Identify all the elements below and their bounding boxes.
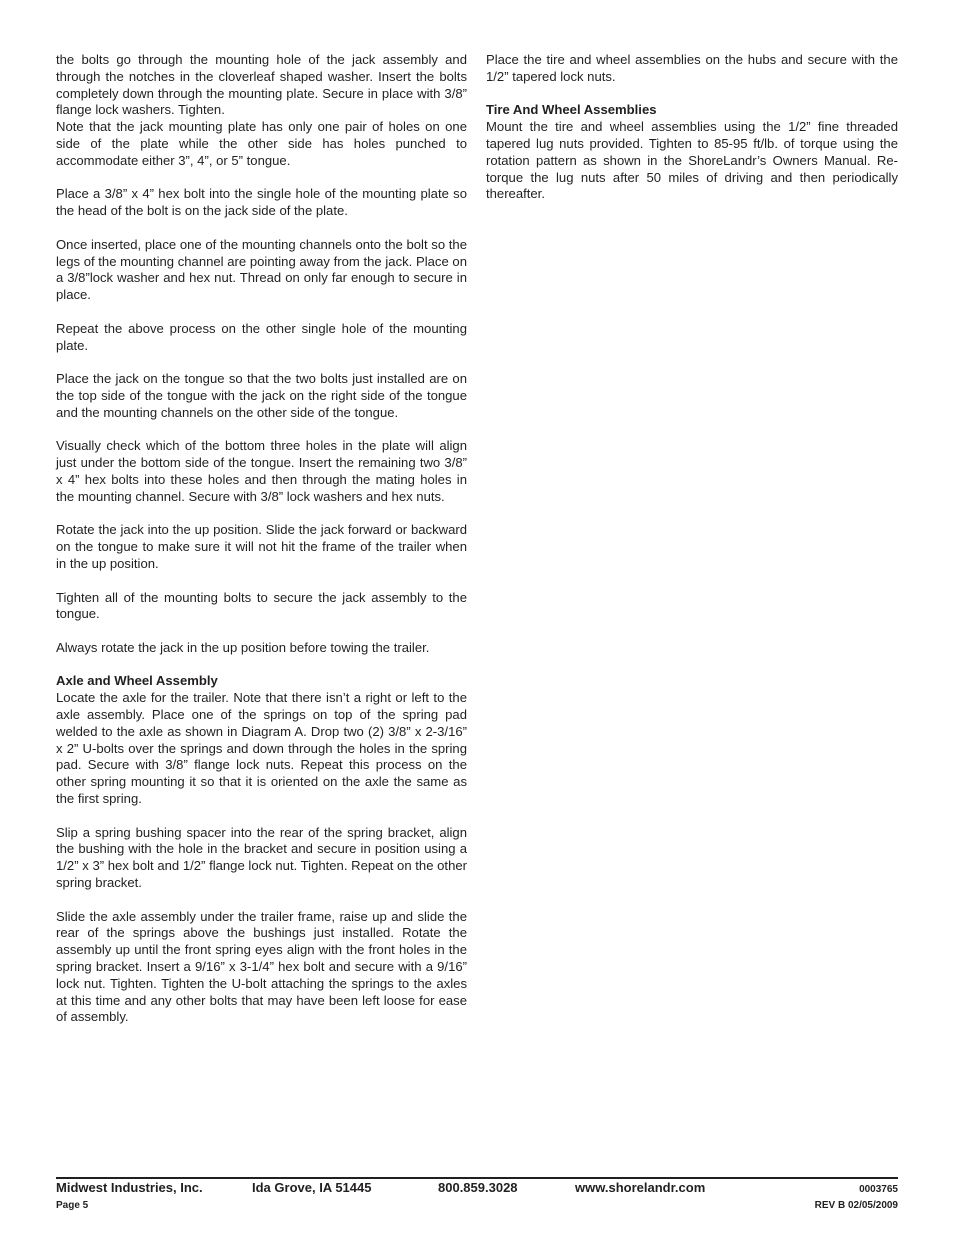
footer-revision: REV B 02/05/2009 <box>814 1200 898 1211</box>
paragraph: the bolts go through the mounting hole of the jack assembly and through the notches in the cloverleaf shaped washer. Insert the bolts completely down through the mounting plate. Secure in place with 3/8” flange lock washers. Tighten. <box>56 52 467 118</box>
paragraph: Repeat the above process on the other single hole of the mounting plate. <box>56 320 467 353</box>
paragraph: Always rotate the jack in the up position before towing the trailer. <box>56 639 430 655</box>
section-heading-axle: Axle and Wheel Assembly <box>56 673 218 689</box>
paragraph: Note that the jack mounting plate has only one pair of holes on one side of the plate while the other side has holes punched to accommodate either 3”, 4”, or 5” tongue. <box>56 119 467 168</box>
footer-page-number: Page 5 <box>56 1200 89 1211</box>
paragraph: Rotate the jack into the up position. Slide the jack forward or backward on the tongue to make sure it will not hit the frame of the trailer when in the up position. <box>56 522 467 571</box>
left-column <box>56 52 467 1043</box>
paragraph: Slide the axle assembly under the trailer frame, raise up and slide the rear of the springs above the bushings just installed. Rotate the assembly up until the front spring eyes align with the front holes in the spring bracket. Insert a 9/16” x 3-1/4” hex bolt and secure with a 9/16” lock nut. Tighten. Tighten the U-bolt attaching the springs to the axles at this time and any other bolts that may have been left loose for ease of assembly. <box>56 908 467 1025</box>
paragraph: Slip a spring bushing spacer into the rear of the spring bracket, align the bushing with the hole in the bracket and secure in position using a 1/2” x 3” hex bolt and 1/2” flange lock nut. Tighten. Repeat on the other spring bracket. <box>56 824 467 891</box>
paragraph: Place the jack on the tongue so that the two bolts just installed are on the top side of the tongue with the jack on the right side of the tongue and the mounting channels on the other side of the tongue. <box>56 371 467 420</box>
paragraph: Locate the axle for the trailer. Note that there isn’t a right or left to the axle assembly. Place one of the springs on top of the spring pad welded to the axle as shown in Diagram A. Drop two (2) 3/8” x 2-3/16” x 2” U-bolts over the springs and down through the holes in the spring pad. Secure with 3/8” flange lock nuts. Repeat this process on the other spring mounting it so that it is oriented on the axle the same as the first spring. <box>56 690 467 807</box>
footer-divider <box>56 1177 898 1179</box>
paragraph: Place a 3/8” x 4” hex bolt into the single hole of the mounting plate so the head of the bolt is on the jack side of the plate. <box>56 186 467 219</box>
footer-website: www.shorelandr.com <box>575 1180 706 1195</box>
section-heading-tire: Tire And Wheel Assemblies <box>486 102 657 118</box>
footer-city: Ida Grove, IA 51445 <box>252 1180 372 1195</box>
paragraph: Place the tire and wheel assemblies on the hubs and secure with the 1/2” tapered lock nuts. <box>486 52 898 84</box>
footer-part-number: 0003765 <box>859 1184 898 1195</box>
right-column <box>486 52 898 220</box>
paragraph: Tighten all of the mounting bolts to secure the jack assembly to the tongue. <box>56 589 467 622</box>
paragraph: Mount the tire and wheel assemblies using the 1/2” fine threaded tapered lug nuts provided. Tighten to 85-95 ft/lb. of torque using the rotation pattern as shown in the ShoreLandr’s Owners Manual. Re-torque the lug nuts after 50 miles of driving and then periodically thereafter. <box>486 119 898 202</box>
footer-company: Midwest Industries, Inc. <box>56 1180 203 1195</box>
paragraph: Once inserted, place one of the mounting channels onto the bolt so the legs of the mounting channel are pointing away from the jack. Place on a 3/8”lock washer and hex nut. Thread on only far enough to secure in place. <box>56 236 467 303</box>
paragraph: Visually check which of the bottom three holes in the plate will align just under the bottom side of the tongue. Insert the remaining two 3/8” x 4” hex bolts into these holes and then through the mating holes in the mounting channel. Secure with 3/8” lock washers and hex nuts. <box>56 438 467 504</box>
footer-phone: 800.859.3028 <box>438 1180 518 1195</box>
